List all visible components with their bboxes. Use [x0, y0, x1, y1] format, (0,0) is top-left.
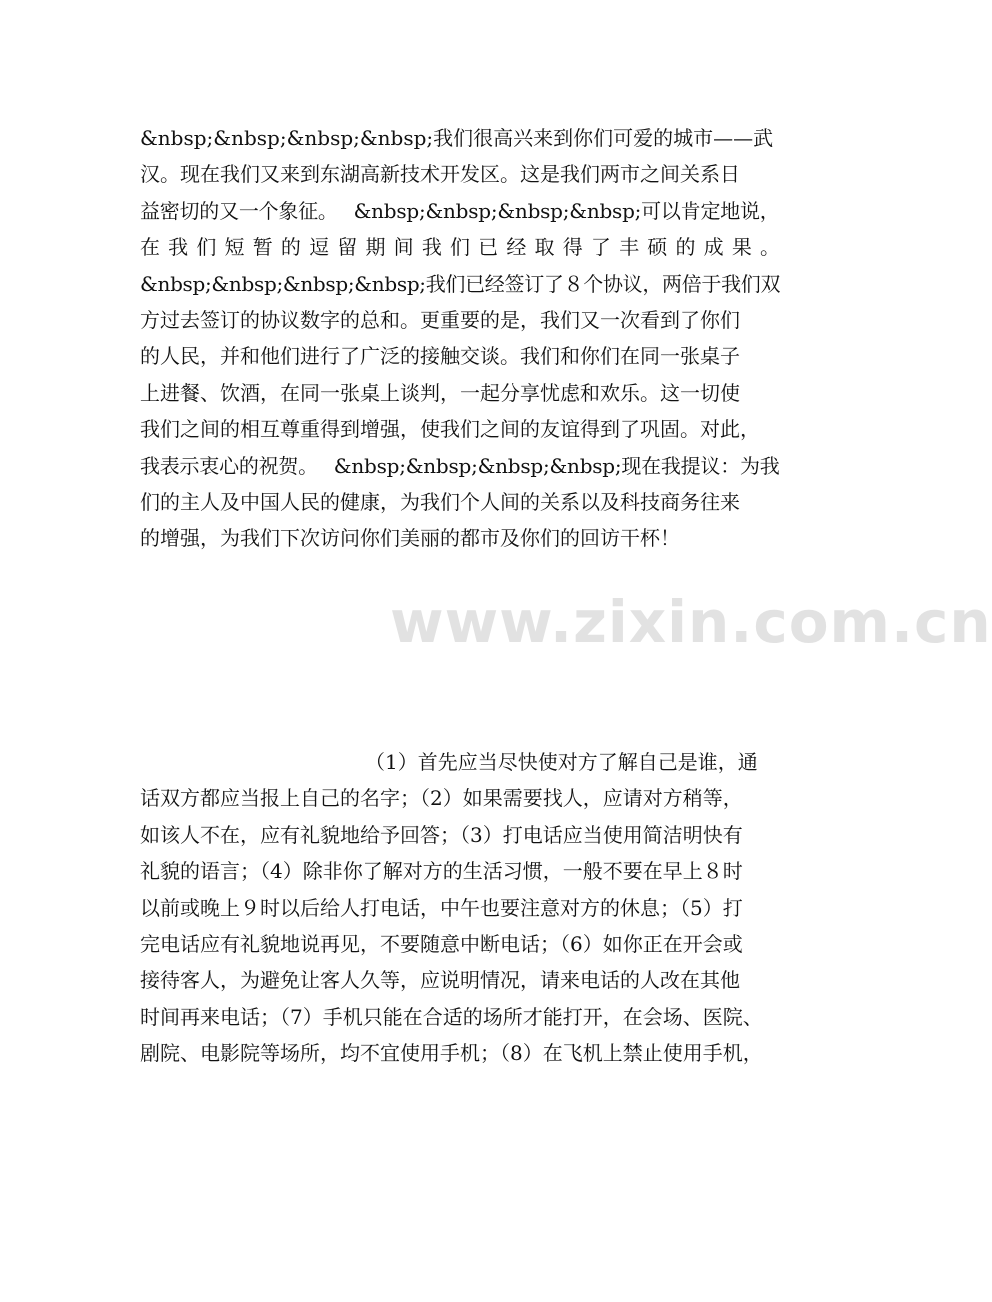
- text-line: 汉。现在我们又来到东湖高新技术开发区。这是我们两市之间关系日: [140, 162, 740, 187]
- text-line: 如该人不在，应有礼貌地给予回答；（3）打电话应当使用简洁明快有: [140, 822, 743, 847]
- text-line: 的增强，为我们下次访问你们美丽的都市及你们的回访干杯！: [140, 526, 680, 551]
- text-line: 剧院、电影院等场所，均不宜使用手机；（8）在飞机上禁止使用手机，: [140, 1041, 763, 1066]
- text-line: &nbsp;&nbsp;&nbsp;&nbsp;我们很高兴来到你们可爱的城市——武: [140, 126, 774, 150]
- text-line: 上进餐、饮酒，在同一张桌上谈判，一起分享忧虑和欢乐。这一切使: [140, 380, 740, 405]
- text-line: （1）首先应当尽快使对方了解自己是谁，通: [365, 750, 758, 774]
- watermark: www.zixin.com.cn: [390, 588, 992, 656]
- text-line: 完电话应有礼貌地说再见，不要随意中断电话；（6）如你正在开会或: [140, 931, 743, 956]
- text-line: 礼貌的语言；（4）除非你了解对方的生活习惯，一般不要在早上８时: [140, 859, 743, 884]
- text-line: 以前或晚上９时以后给人打电话，中午也要注意对方的休息；（5）打: [140, 895, 743, 920]
- text-line: 接待客人，为避免让客人久等，应说明情况，请来电话的人改在其他: [140, 968, 740, 993]
- text-line: 方过去签订的协议数字的总和。更重要的是，我们又一次看到了你们: [140, 307, 740, 332]
- text-line: 的人民，并和他们进行了广泛的接触交谈。我们和你们在同一张桌子: [140, 344, 740, 369]
- paragraph-phone-etiquette: [140, 744, 780, 1072]
- text-line: 时间再来电话；（7）手机只能在合适的场所才能打开，在会场、医院、: [140, 1004, 763, 1029]
- text-line: 在我们短暂的逗留期间我们已经取得了丰硕的成果。: [140, 235, 780, 260]
- text-line: 们的主人及中国人民的健康，为我们个人间的关系以及科技商务往来: [140, 489, 740, 514]
- text-line: 我表示衷心的祝贺。 &nbsp;&nbsp;&nbsp;&nbsp;现在我提议：为我: [140, 453, 780, 478]
- text-line: &nbsp;&nbsp;&nbsp;&nbsp;我们已经签订了８个协议，两倍于我们双: [140, 271, 781, 296]
- paragraph-speech: [140, 120, 780, 557]
- text-line: 我们之间的相互尊重得到增强，使我们之间的友谊得到了巩固。对此，: [140, 417, 760, 442]
- text-line: 话双方都应当报上自己的名字；（2）如果需要找人，应请对方稍等，: [140, 786, 743, 811]
- text-line: 益密切的又一个象征。 &nbsp;&nbsp;&nbsp;&nbsp;可以肯定地说，: [140, 198, 780, 223]
